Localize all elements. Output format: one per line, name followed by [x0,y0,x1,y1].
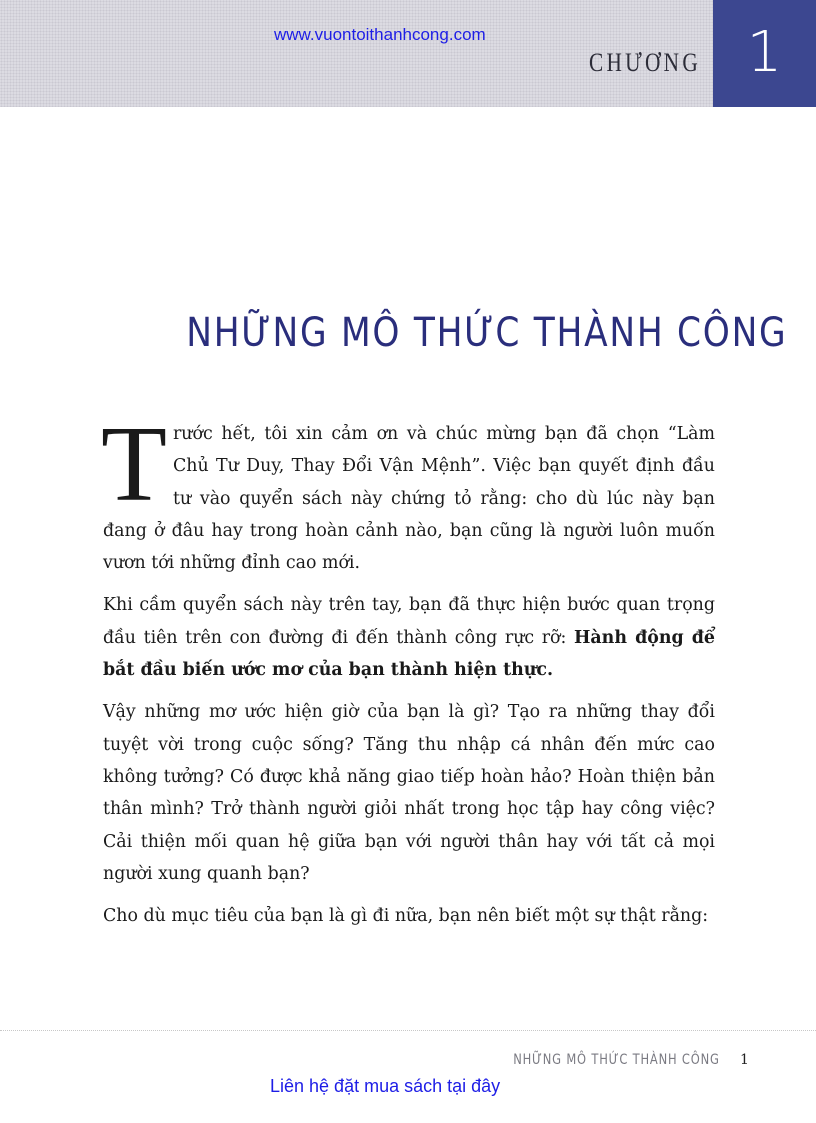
paragraph-2-emphasis: Hành động để bắt đầu biến ước mơ của bạn thành hiện thực. [103,627,715,681]
page-title: NHỮNG MÔ THỨC THÀNH CÔNG [186,310,788,356]
paragraph-2 [103,589,715,686]
paragraph-2-text: Khi cầm quyển sách này trên tay, bạn đã thực hiện bước quan trọng đầu tiên trên con đường đi đến thành công rực rỡ: [103,595,715,648]
paragraph-1-text: rước hết, tôi xin cảm ơn và chúc mừng bạn đã chọn “Làm Chủ Tư Duy, Thay Đổi Vận Mệnh”. Việc bạn quyết định đầu tư vào quyển sách này chứng tỏ rằng: cho dù lúc này bạn đang ở đâu hay trong hoàn cảnh nào, bạn cũng là người luôn muốn vươn tới những đỉnh cao mới. [103,424,715,574]
chapter-number-box [713,0,816,107]
running-footer-title: NHỮNG MÔ THỨC THÀNH CÔNG [513,1052,720,1068]
paragraph-4: Cho dù mục tiêu của bạn là gì đi nữa, bạn nên biết một sự thật rằng: [103,906,709,927]
order-book-link[interactable]: Liên hệ đặt mua sách tại đây [270,1076,501,1096]
drop-cap: T [101,405,167,524]
site-url-link[interactable]: www.vuontoithanhcong.com [274,25,486,44]
body-text [101,405,715,942]
footer-divider [0,1030,816,1031]
paragraph-1 [101,405,715,579]
paragraph-3: Vậy những mơ ước hiện giờ của bạn là gì? Tạo ra những thay đổi tuyệt vời trong cuộc sống? Tăng thu nhập cá nhân đến mức cao không tưởng? Có được khả năng giao tiếp hoàn hảo? Hoàn thiện bản thân mình? Trở thành người giỏi nhất trong học tập hay công việc? Cải thiện mối quan hệ giữa bạn với người thân hay với tất cả mọi người xung quanh bạn? [103,702,715,884]
chapter-number: 1 [746,20,783,85]
chapter-label: CHƯƠNG [589,48,702,77]
page-number: 1 [740,1052,749,1068]
